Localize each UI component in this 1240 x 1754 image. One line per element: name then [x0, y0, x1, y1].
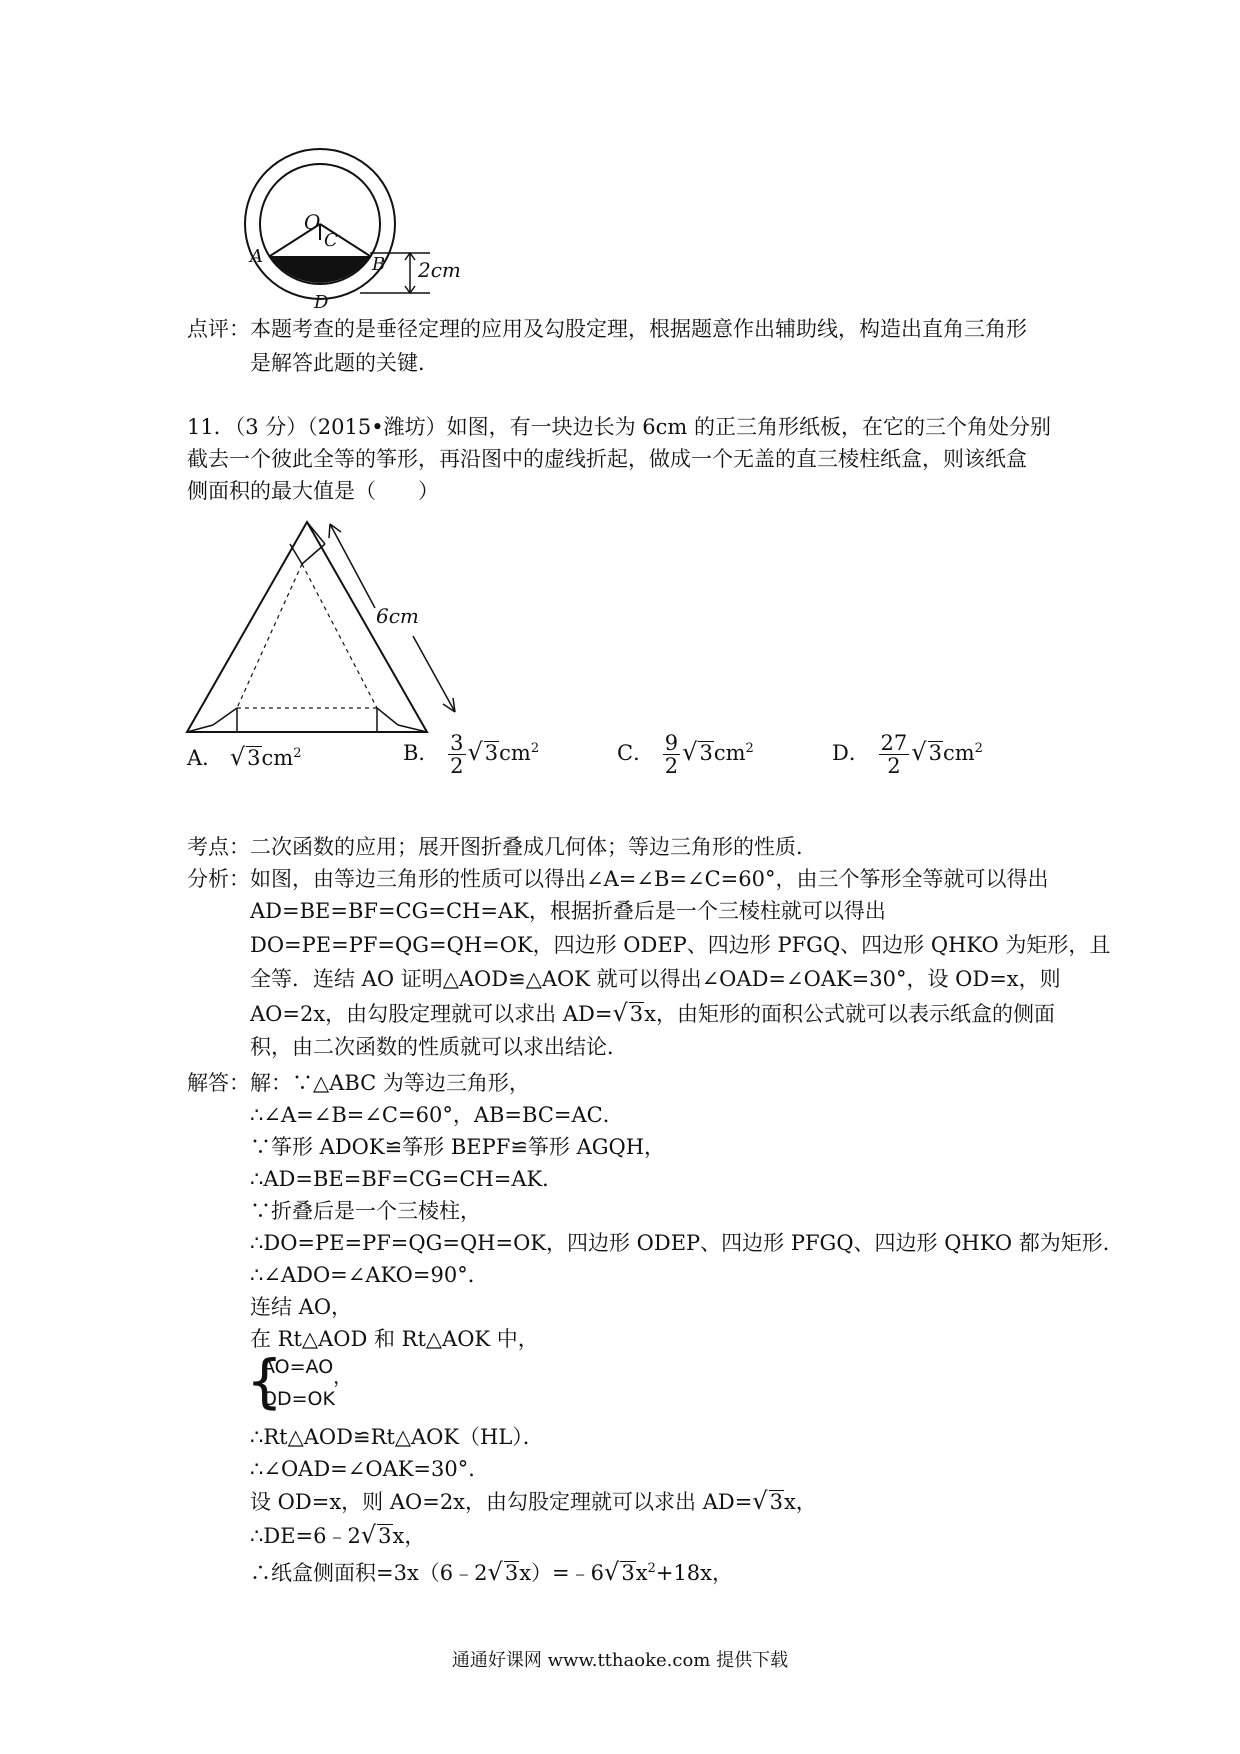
sqrt-icon: √ — [911, 738, 927, 766]
fenxi-radicand: 3 — [629, 1002, 644, 1026]
system-eq-1 — [262, 1352, 353, 1388]
option-d-fraction — [879, 732, 910, 777]
option-a-exp: 2 — [293, 746, 302, 761]
jieda-radicand-13: 3 — [378, 1524, 392, 1548]
fenxi-label: 分析： — [187, 867, 250, 891]
option-b-label: B． — [403, 741, 440, 765]
option-c-fraction — [663, 732, 680, 777]
jieda-text-13b: x， — [392, 1524, 426, 1548]
sqrt-icon: √ — [604, 1558, 620, 1586]
review-line-1 — [187, 314, 1027, 344]
circle-figure — [240, 140, 480, 320]
jieda-radicand-14b: 3 — [621, 1561, 635, 1585]
fenxi-line-2: AD=BE=BF=CG=CH=AK，根据折叠后是一个三棱柱就可以得出 — [250, 899, 886, 923]
option-d-num: 27 — [880, 731, 908, 755]
option-b-exp: 2 — [530, 741, 540, 756]
fenxi-text-5a: AO=2x，由勾股定理就可以求出 AD= — [250, 1002, 613, 1026]
label-o: O — [304, 210, 321, 234]
option-d-radicand: 3 — [928, 741, 942, 765]
sqrt-icon: √ — [467, 738, 483, 766]
jieda-line-2: ∴∠A=∠B=∠C=60°，AB=BC=AC． — [250, 1103, 624, 1127]
jieda-line-7: ∴∠ADO=∠AKO=90°． — [250, 1263, 489, 1287]
fenxi-text-5b: x，由矩形的面积公式就可以表示纸盒的侧面 — [644, 1002, 1055, 1026]
option-d-label: D． — [832, 741, 870, 765]
jieda-line-13 — [250, 1520, 425, 1551]
option-c-unit: cm — [713, 741, 746, 765]
option-a[interactable] — [187, 742, 302, 772]
option-b-unit: cm — [499, 741, 531, 765]
review-label: 点评： — [187, 317, 250, 341]
jieda-line-3: ∵筝形 ADOK≌筝形 BEPF≌筝形 AGQH， — [250, 1135, 666, 1159]
triangle-figure — [185, 508, 485, 738]
jieda-line-12 — [250, 1486, 817, 1517]
jieda-line-1 — [187, 1068, 530, 1098]
fenxi-text-1: 如图，由等边三角形的性质可以得出∠A=∠B=∠C=60°，由三个筝形全等就可以得出 — [250, 867, 1049, 891]
question-line-3: 侧面积的最大值是（ ） — [187, 479, 439, 503]
option-d[interactable] — [832, 732, 983, 777]
sqrt-icon: √ — [612, 999, 628, 1027]
kaodian-text: 二次函数的应用；展开图折叠成几何体；等边三角形的性质． — [250, 835, 817, 859]
kaodian-line — [187, 832, 817, 862]
option-d-den: 2 — [887, 754, 901, 778]
option-b-den: 2 — [450, 754, 464, 778]
option-d-unit: cm — [942, 741, 975, 765]
option-a-unit: cm — [261, 746, 294, 770]
jieda-line-8: 连结 AO， — [250, 1295, 353, 1319]
option-c-num: 9 — [664, 731, 679, 755]
jieda-line-5: ∵折叠后是一个三棱柱， — [250, 1199, 481, 1223]
jieda-line-6: ∴DO=PE=PF=QG=QH=OK，四边形 ODEP、四边形 PFGQ、四边形 QHKO 都为矩形． — [250, 1231, 1124, 1255]
jieda-text-13a: ∴DE=6﹣2 — [250, 1524, 361, 1548]
jieda-text-14b: x）=﹣6 — [519, 1561, 605, 1585]
kaodian-label: 考点： — [187, 835, 250, 859]
jieda-exp-14: 2 — [647, 1561, 656, 1576]
option-c-exp: 2 — [745, 741, 754, 756]
sqrt-icon: √ — [682, 738, 698, 766]
option-d-exp: 2 — [974, 741, 983, 756]
jieda-line-14 — [250, 1554, 733, 1588]
option-a-label: A． — [187, 746, 224, 770]
option-b[interactable] — [403, 732, 539, 777]
jieda-label: 解答： — [187, 1071, 250, 1095]
jieda-line-10: ∴Rt△AOD≌Rt△AOK（HL）． — [250, 1425, 544, 1449]
question-line-2: 截去一个彼此全等的筝形，再沿图中的虚线折起，做成一个无盖的直三棱柱纸盒，则该纸盒 — [187, 447, 1027, 471]
jieda-text-14d: +18x， — [655, 1561, 733, 1585]
jieda-text-12a: 设 OD=x，则 AO=2x，由勾股定理就可以求出 AD= — [250, 1490, 753, 1514]
label-b: B — [372, 254, 386, 275]
jieda-text-1: 解：∵△ABC 为等边三角形， — [250, 1071, 530, 1095]
option-b-radicand: 3 — [484, 741, 499, 765]
option-c-label: C． — [617, 741, 655, 765]
option-b-num: 3 — [450, 731, 464, 755]
jieda-radicand-14a: 3 — [504, 1561, 519, 1585]
label-d: D — [314, 292, 329, 313]
jieda-radicand-12: 3 — [769, 1490, 783, 1514]
question-line-1: 11．（3 分）（2015•潍坊）如图，有一块边长为 6cm 的正三角形纸板，在它的三个角处分别 — [187, 415, 1051, 439]
sqrt-icon: √ — [752, 1487, 768, 1515]
label-6cm: 6cm — [376, 604, 419, 628]
fenxi-line-1 — [187, 864, 1048, 894]
fenxi-line-6: 积，由二次函数的性质就可以求出结论． — [250, 1035, 628, 1059]
option-c-den: 2 — [664, 754, 679, 778]
brace-icon: { — [246, 1347, 283, 1415]
option-c[interactable] — [617, 732, 754, 777]
system-eq-2: OD=OK — [262, 1388, 335, 1410]
page-footer: 通通好课网 www.tthaoke.com 提供下载 — [451, 1650, 789, 1671]
review-text-1: 本题考查的是垂径定理的应用及勾股定理，根据题意作出辅助线，构造出直角三角形 — [250, 317, 1027, 341]
system-eq-1-text: AO=AO — [262, 1356, 334, 1378]
label-c: C — [324, 230, 338, 251]
sqrt-icon: √ — [229, 743, 246, 771]
jieda-line-4: ∴AD=BE=BF=CG=CH=AK． — [250, 1167, 564, 1191]
fenxi-line-3: DO=PE=PF=QG=QH=OK，四边形 ODEP、四边形 PFGQ、四边形 QHKO 为矩形，且 — [250, 933, 1111, 957]
option-b-fraction — [448, 732, 465, 777]
jieda-text-14c: x — [635, 1561, 648, 1585]
jieda-line-11: ∴∠OAD=∠OAK=30°． — [250, 1457, 490, 1481]
label-a: A — [250, 246, 263, 267]
jieda-text-14a: ∴纸盒侧面积=3x（6﹣2 — [250, 1561, 488, 1585]
option-a-radicand: 3 — [247, 746, 261, 770]
jieda-text-12b: x， — [783, 1490, 817, 1514]
system-comma: ， — [333, 1366, 353, 1388]
review-line-2: 是解答此题的关键． — [250, 351, 439, 375]
jieda-line-9: 在 Rt△AOD 和 Rt△AOK 中， — [250, 1327, 539, 1351]
sqrt-icon: √ — [487, 1558, 503, 1586]
fenxi-line-4: 全等．连结 AO 证明△AOD≌△AOK 就可以得出∠OAD=∠OAK=30°，设 OD=x，则 — [250, 967, 1061, 991]
fenxi-line-5 — [250, 998, 1055, 1029]
option-c-radicand: 3 — [699, 741, 713, 765]
label-2cm: 2cm — [418, 258, 461, 282]
sqrt-icon: √ — [360, 1521, 377, 1549]
